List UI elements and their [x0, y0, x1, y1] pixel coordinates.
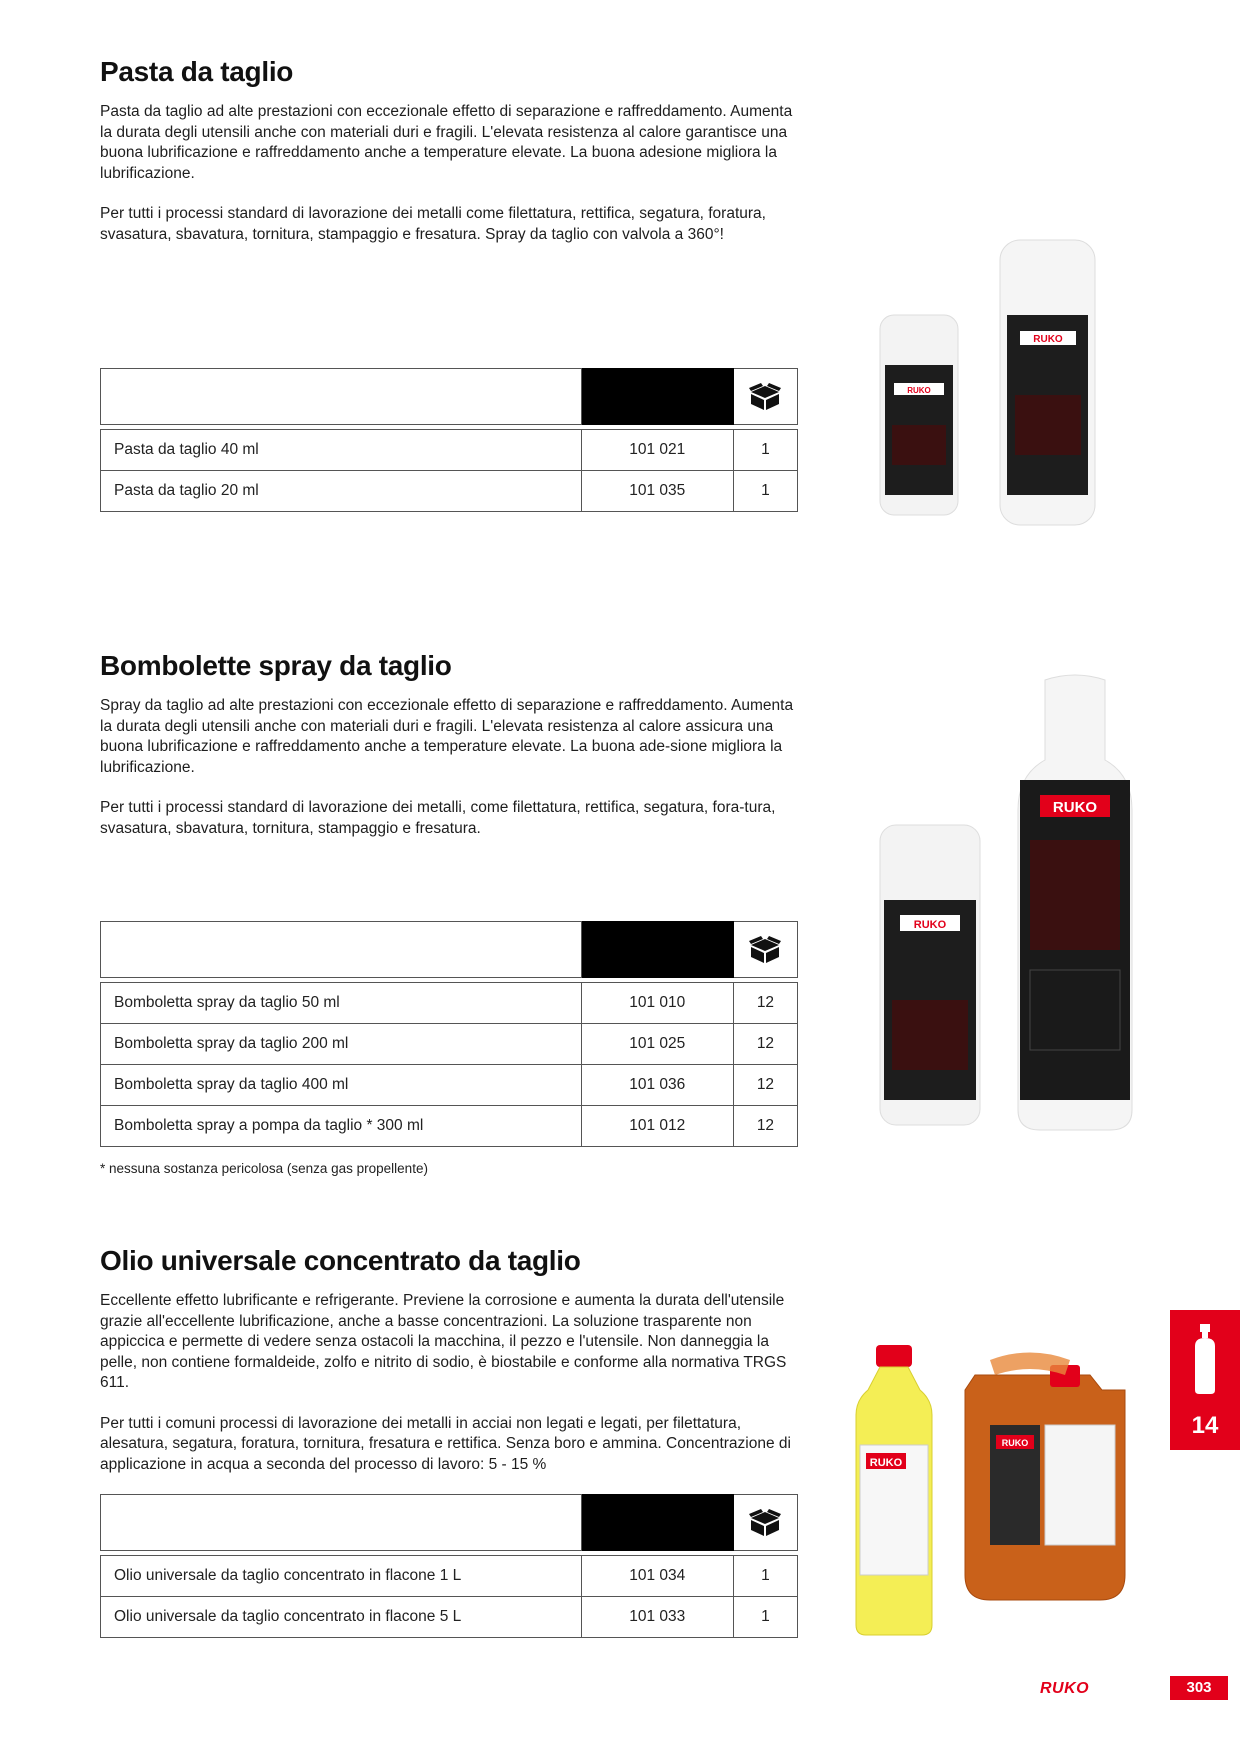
ruko-logo: RUKO: [1052, 799, 1098, 816]
table-row: [101, 471, 798, 512]
table-row: [101, 430, 798, 471]
table-row: [101, 1065, 798, 1106]
section-description: Eccellente effetto lubrificante e refrigerante. Previene la corrosione e aumenta la durata dell'utensile grazie all'eccellente lubrificazione, anche a basse concentrazioni. La soluzione trasparente non appiccica e permette di vedere senza ostacoli la macchina, il pezzo e l'utensile. Non danneggia la pelle, non contiene formaldeide, zolfo e nitrito di sodio, è biostabile e conforme alla normativa TRGS 611.: [100, 1292, 787, 1391]
article-code: 101 035: [581, 471, 733, 512]
package-box-icon: [747, 1508, 783, 1538]
footer-brand-logo: RUKO: [1040, 1680, 1090, 1697]
section-pasta: [100, 56, 800, 265]
table-row: [101, 1597, 798, 1638]
article-code: 101 034: [581, 1556, 733, 1597]
footnote: * nessuna sostanza pericolosa (senza gas propellente): [100, 1161, 428, 1176]
article-code: 101 010: [581, 983, 733, 1024]
section-usage: Per tutti i processi standard di lavorazione dei metalli, come filettatura, rettifica, segatura, fora-tura, svasatura, sbavatura, tornitura, stampaggio e fresatura.: [100, 799, 776, 837]
section-title: Pasta da taglio: [100, 56, 294, 87]
header-code-cell: [581, 1495, 733, 1551]
section-olio: [100, 1245, 800, 1495]
cutting-oil-product-image: [840, 1345, 1160, 1640]
article-code: 101 012: [581, 1106, 733, 1147]
package-box-icon: [747, 935, 783, 965]
spray-can-icon: [1192, 1324, 1218, 1394]
product-name: Bomboletta spray da taglio 400 ml: [101, 1065, 582, 1106]
article-code: 101 036: [581, 1065, 733, 1106]
section-title: Bombolette spray da taglio: [100, 650, 452, 681]
package-qty: 1: [733, 471, 797, 512]
header-name-cell: [101, 1495, 582, 1551]
table-header: [101, 369, 798, 425]
product-table-pasta: [100, 368, 798, 512]
ruko-logo: RUKO: [913, 919, 947, 931]
header-package-cell: [733, 922, 797, 978]
package-qty: 12: [733, 1106, 797, 1147]
package-qty: 12: [733, 1024, 797, 1065]
table-row: [101, 1024, 798, 1065]
header-package-cell: [733, 369, 797, 425]
header-package-cell: [733, 1495, 797, 1551]
ruko-logo: RUKO: [1001, 1438, 1029, 1448]
header-code-cell: [581, 369, 733, 425]
chapter-number: 14: [1191, 1412, 1219, 1439]
header-name-cell: [101, 922, 582, 978]
package-qty: 1: [733, 430, 797, 471]
product-name: Pasta da taglio 40 ml: [101, 430, 582, 471]
section-spray: [100, 650, 800, 859]
chapter-tab: [1170, 1310, 1240, 1450]
article-code: 101 025: [581, 1024, 733, 1065]
product-table-spray: [100, 921, 798, 1147]
ruko-logo: RUKO: [1033, 334, 1063, 345]
ruko-logo: RUKO: [907, 386, 931, 395]
table-header: [101, 922, 798, 978]
package-qty: 1: [733, 1597, 797, 1638]
article-code: 101 021: [581, 430, 733, 471]
package-box-icon: [747, 382, 783, 412]
product-name: Bomboletta spray da taglio 200 ml: [101, 1024, 582, 1065]
section-title: Olio universale concentrato da taglio: [100, 1245, 581, 1276]
page-number: 303: [1170, 1676, 1228, 1700]
table-header: [101, 1495, 798, 1551]
section-description: Spray da taglio ad alte prestazioni con eccezionale effetto di separazione e raffreddamento. Aumenta la durata degli utensili anche con materiali duri e fragili. L'elevata resistenza al calore assicura una buona lubrificazione e raffreddamento anche a temperature elevate. La buona ade-sione migliora la lubrificazione.: [100, 697, 794, 776]
table-row: [101, 983, 798, 1024]
product-name: Olio universale da taglio concentrato in flacone 5 L: [101, 1597, 582, 1638]
product-name: Bomboletta spray a pompa da taglio * 300 ml: [101, 1106, 582, 1147]
table-row: [101, 1106, 798, 1147]
article-code: 101 033: [581, 1597, 733, 1638]
product-name: Bomboletta spray da taglio 50 ml: [101, 983, 582, 1024]
table-row: [101, 1556, 798, 1597]
package-qty: 12: [733, 1065, 797, 1106]
section-usage: Per tutti i comuni processi di lavorazione dei metalli in acciai non legati e legati, per filettatura, alesatura, segatura, foratura, tornitura, fresatura e rettifica. Senza boro e ammina. Concentrazione di applicazione in acqua a seconda del processo di lavoro: 5 - 15 %: [100, 1414, 791, 1473]
product-table-olio: [100, 1494, 798, 1638]
package-qty: 1: [733, 1556, 797, 1597]
header-name-cell: [101, 369, 582, 425]
product-name: Olio universale da taglio concentrato in flacone 1 L: [101, 1556, 582, 1597]
product-name: Pasta da taglio 20 ml: [101, 471, 582, 512]
cutting-paste-product-image: [870, 235, 1110, 530]
header-code-cell: [581, 922, 733, 978]
cutting-spray-product-image: [870, 670, 1140, 1140]
section-description: Pasta da taglio ad alte prestazioni con eccezionale effetto di separazione e raffreddamento. Aumenta la durata degli utensili anche con materiali duri e fragili. L'elevata resistenza al calore garantisce una buona lubrificazione e raffreddamento anche a temperature elevate. La buona adesione migliora la lubrificazione.: [100, 103, 793, 182]
package-qty: 12: [733, 983, 797, 1024]
ruko-logo: RUKO: [869, 1457, 903, 1469]
section-usage: Per tutti i processi standard di lavorazione dei metalli come filettatura, rettifica, segatura, foratura, svasatura, sbavatura, tornitura, stampaggio e fresatura. Spray da taglio con valvola a 360°!: [100, 205, 766, 243]
